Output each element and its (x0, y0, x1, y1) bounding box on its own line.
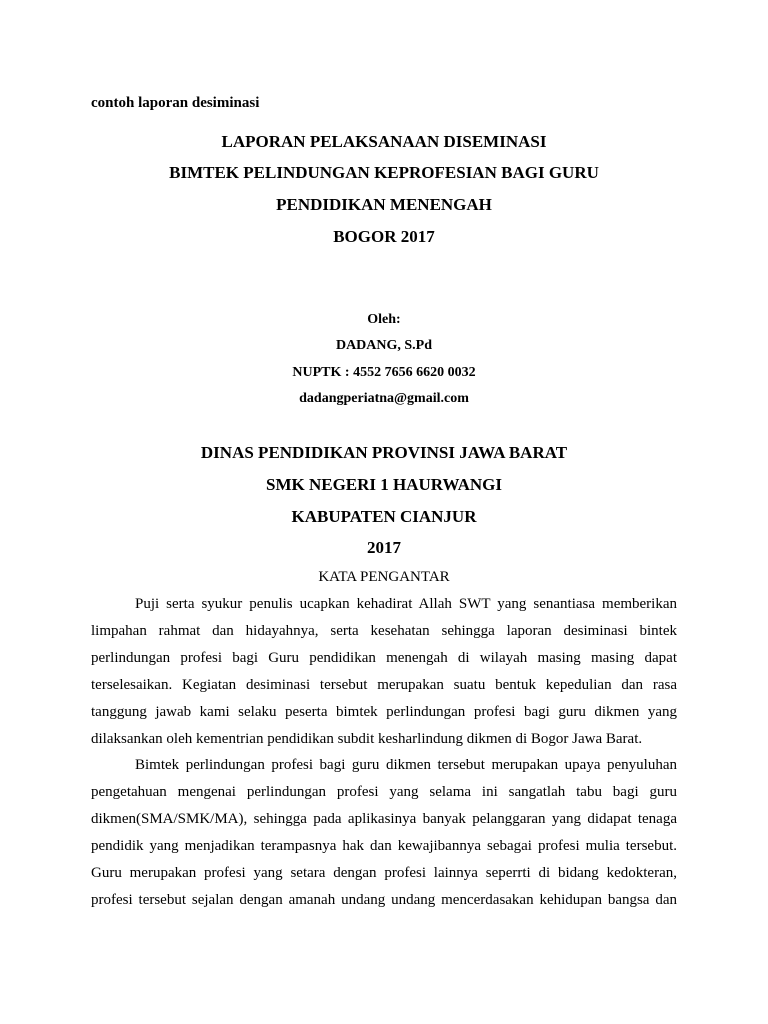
paragraph-1-line: perlindungan profesi bagi Guru pendidikan menengah di wilayah masing masing dapat (91, 650, 677, 666)
paragraph-1-line: terselesaikan. Kegiatan desiminasi tersebut merupakan suatu bentuk kepedulian dan rasa (91, 677, 677, 693)
paragraph-2-line: dikmen(SMA/SMK/MA), sehingga pada aplikasinya banyak pelanggaran yang didapat tenaga (91, 811, 677, 827)
author-email: dadangperiatna@gmail.com (299, 391, 469, 406)
institution-line-2: SMK NEGERI 1 HAURWANGI (265, 475, 502, 494)
paragraph-2-line: pendidik yang menjadikan terampasnya hak dan kewajibannya sebagai profesi mulia tersebut. (91, 838, 677, 854)
paragraph-2-line: profesi tersebut sejalan dengan amanah undang undang mencerdasakan kehidupan bangsa dan (91, 892, 677, 908)
institution-line-4: 2017 (367, 538, 401, 557)
paragraph-1-line: dilaksankan oleh kementrian pendidikan subdit kesharlindung dikmen di Bogor Jawa Barat. (91, 731, 643, 747)
paragraph-1 (91, 591, 677, 753)
report-title-line-1: LAPORAN PELAKSANAAN DISEMINASI (221, 132, 547, 151)
paragraph-1-line: tanggung jawab kami selaku peserta bimtek perlindungan profesi bagi guru dikmen yang (91, 704, 677, 720)
author-nuptk: NUPTK : 4552 7656 6620 0032 (292, 365, 476, 380)
paragraph-1-line: Puji serta syukur penulis ucapkan kehadirat Allah SWT yang senantiasa memberikan (135, 596, 677, 612)
section-heading: KATA PENGANTAR (318, 569, 450, 585)
institution-line-3: KABUPATEN CIANJUR (291, 507, 477, 526)
institution-line-1: DINAS PENDIDIKAN PROVINSI JAWA BARAT (200, 443, 568, 462)
paragraph-2-line: Guru merupakan profesi yang setara dengan profesi lainnya seperrti di bidang kedokteran, (91, 865, 677, 881)
paragraph-2-line: Bimtek perlindungan profesi bagi guru dikmen tersebut merupakan upaya penyuluhan (135, 757, 677, 773)
author-by-label: Oleh: (367, 312, 401, 327)
document-caption: contoh laporan desiminasi (91, 95, 260, 111)
report-title-line-2: BIMTEK PELINDUNGAN KEPROFESIAN BAGI GURU (169, 163, 599, 182)
report-title-line-3: PENDIDIKAN MENENGAH (276, 195, 492, 214)
paragraph-2 (91, 752, 677, 914)
author-name: DADANG, S.Pd (335, 338, 433, 353)
report-title-line-4: BOGOR 2017 (333, 227, 435, 246)
paragraph-1-line: limpahan rahmat dan hidayahnya, serta kesehatan sehingga laporan desiminasi bintek (91, 623, 677, 639)
paragraph-2-line: pengetahuan mengenai perlindungan profesi yang selama ini sangatlah tabu bagi guru (91, 784, 677, 800)
